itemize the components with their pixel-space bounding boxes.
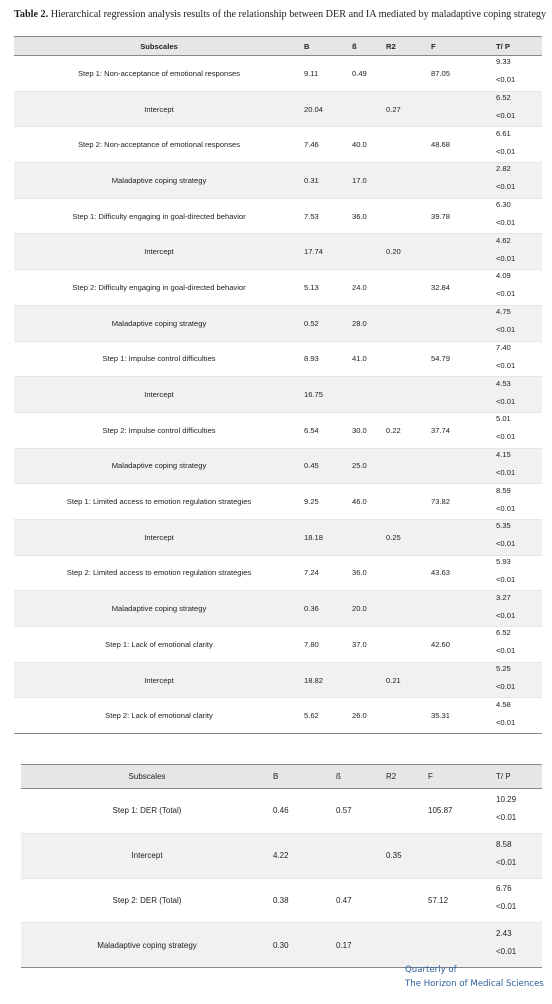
t-value: 4.15: [496, 449, 511, 459]
cell-f: 35.31: [431, 711, 451, 721]
p-value: <0.01: [496, 75, 516, 85]
cell-beta: 30.0: [352, 425, 367, 435]
cell-beta: [352, 662, 386, 698]
table-body: [14, 56, 542, 734]
cell-b: 5.13: [304, 282, 319, 292]
cell-t-p: [496, 627, 542, 663]
cell-f: [431, 519, 496, 555]
t-value: 2.82: [496, 164, 511, 174]
cell-t-p: [496, 56, 542, 92]
table-row: [14, 412, 542, 448]
table-row: [14, 698, 542, 734]
cell-r2: [386, 163, 431, 199]
t-value: 2.43: [496, 929, 512, 939]
cell-t-p: [496, 91, 542, 127]
cell-beta: 25.0: [352, 448, 386, 484]
cell-subscales: Intercept: [14, 377, 304, 413]
cell-r2: [386, 591, 431, 627]
t-value: 5.01: [496, 414, 511, 424]
cell-subscales: Step 2: Impulse control difficulties: [102, 425, 216, 435]
table-row: [14, 341, 542, 377]
cell-r2: [386, 270, 431, 306]
table-row: [14, 555, 542, 591]
cell-b: 20.04: [304, 91, 352, 127]
p-value: <0.01: [496, 682, 516, 692]
cell-t-p: [496, 591, 542, 627]
table-header: [21, 765, 542, 789]
journal-logo-line1: Quarterly of: [405, 965, 457, 975]
cell-subscales: Maladaptive coping strategy: [14, 305, 304, 341]
column-header-f: F: [431, 37, 496, 56]
cell-r2: [386, 127, 431, 163]
cell-subscales: Intercept: [14, 662, 304, 698]
t-value: 8.59: [496, 485, 511, 495]
p-value: <0.01: [496, 610, 516, 620]
p-value: <0.01: [496, 111, 516, 121]
cell-subscales: Step 1: DER (Total): [112, 806, 182, 816]
cell-t-p: [496, 484, 542, 520]
table-row: [14, 519, 542, 555]
cell-f: 48.68: [431, 140, 451, 150]
column-header-b: B: [273, 765, 336, 789]
table-caption-text: Hierarchical regression analysis results of the relationship between DER and IA mediated by maladaptive coping strategy: [48, 9, 547, 20]
p-value: <0.01: [496, 717, 516, 727]
cell-subscales: Maladaptive coping strategy: [14, 448, 304, 484]
cell-beta: [352, 234, 386, 270]
cell-b: 17.74: [304, 234, 352, 270]
cell-subscales: Step 1: Lack of emotional clarity: [105, 639, 213, 649]
t-value: 7.40: [496, 342, 511, 352]
cell-subscales: Step 2: Non-acceptance of emotional responses: [77, 140, 241, 150]
cell-subscales: Step 2: Difficulty engaging in goal-directed behavior: [72, 282, 246, 292]
cell-beta: [336, 833, 386, 878]
table-caption-label: Table 2.: [14, 9, 49, 20]
cell-f: [428, 833, 496, 878]
t-value: 6.52: [496, 93, 511, 103]
cell-f: 57.12: [428, 895, 449, 905]
cell-t-p: [496, 305, 542, 341]
cell-subscales: Step 2: Limited access to emotion regulation strategies: [66, 568, 252, 578]
cell-b: 0.30: [273, 923, 336, 968]
cell-b: 0.36: [304, 591, 352, 627]
cell-beta: 40.0: [352, 140, 367, 150]
cell-r2: [386, 448, 431, 484]
cell-b: 0.46: [273, 806, 289, 816]
cell-r2: 0.35: [386, 833, 428, 878]
cell-b: 6.54: [304, 425, 319, 435]
cell-f: [431, 234, 496, 270]
cell-r2: 0.27: [386, 91, 431, 127]
p-value: <0.01: [496, 182, 516, 192]
cell-beta: 36.0: [352, 568, 367, 578]
table-row: [14, 127, 542, 163]
p-value: <0.01: [496, 539, 516, 549]
cell-beta: 26.0: [352, 711, 367, 721]
t-value: 6.52: [496, 628, 511, 638]
t-value: 4.62: [496, 235, 511, 245]
p-value: <0.01: [496, 812, 517, 822]
journal-logo: [405, 963, 544, 991]
cell-subscales: Step 1: Difficulty engaging in goal-directed behavior: [72, 211, 246, 221]
cell-beta: 20.0: [352, 591, 386, 627]
table-row: [14, 377, 542, 413]
cell-r2: [386, 698, 431, 734]
cell-f: [431, 448, 496, 484]
t-value: 5.25: [496, 664, 511, 674]
column-header-r2: R2: [386, 765, 428, 789]
cell-b: 9.25: [304, 497, 319, 507]
cell-f: 87.05: [431, 68, 451, 78]
table-caption: [14, 8, 547, 22]
cell-t-p: [496, 127, 542, 163]
cell-beta: [352, 519, 386, 555]
p-value: <0.01: [496, 857, 517, 867]
cell-subscales: Step 1: Non-acceptance of emotional responses: [77, 68, 241, 78]
cell-t-p: [496, 270, 542, 306]
cell-r2: [386, 923, 428, 968]
cell-subscales: Step 1: Limited access to emotion regulation strategies: [66, 497, 252, 507]
cell-b: 7.80: [304, 639, 319, 649]
cell-t-p: [496, 234, 542, 270]
regression-table-total: [21, 764, 542, 968]
cell-r2: 0.22: [386, 425, 401, 435]
p-value: <0.01: [496, 574, 516, 584]
cell-r2: 0.20: [386, 234, 431, 270]
p-value: <0.01: [496, 467, 516, 477]
cell-t-p: [496, 412, 542, 448]
cell-f: [431, 163, 496, 199]
table-row: [14, 163, 542, 199]
t-value: 5.35: [496, 521, 511, 531]
cell-b: 0.38: [273, 895, 289, 905]
cell-b: 7.46: [304, 140, 319, 150]
cell-subscales: Step 2: Lack of emotional clarity: [105, 711, 213, 721]
cell-t-p: [496, 923, 542, 968]
table-row: [14, 56, 542, 92]
cell-b: 0.45: [304, 448, 352, 484]
cell-f: 42.60: [431, 639, 451, 649]
t-value: 4.75: [496, 307, 511, 317]
journal-logo-line2: The Horizon of Medical Sciences: [405, 979, 544, 989]
cell-subscales: Intercept: [14, 91, 304, 127]
cell-r2: 0.25: [386, 519, 431, 555]
cell-beta: [352, 91, 386, 127]
cell-beta: 28.0: [352, 305, 386, 341]
cell-f: [431, 377, 496, 413]
cell-b: 18.18: [304, 519, 352, 555]
cell-beta: 0.49: [352, 68, 367, 78]
cell-r2: 0.21: [386, 662, 431, 698]
cell-r2: [386, 56, 431, 92]
cell-t-p: [496, 662, 542, 698]
t-value: 9.33: [496, 57, 511, 67]
cell-subscales: Maladaptive coping strategy: [14, 163, 304, 199]
table-row: [21, 789, 542, 834]
cell-b: 16.75: [304, 377, 352, 413]
cell-b: 7.24: [304, 568, 319, 578]
p-value: <0.01: [496, 432, 516, 442]
cell-f: [431, 591, 496, 627]
cell-beta: 0.47: [336, 895, 352, 905]
cell-r2: [386, 878, 428, 923]
cell-beta: 0.57: [336, 806, 352, 816]
column-header-t-p: T/ P: [496, 37, 542, 56]
cell-f: 54.79: [431, 354, 451, 364]
cell-subscales: Step 2: DER (Total): [112, 895, 182, 905]
cell-f: 37.74: [431, 425, 451, 435]
table-row: [14, 448, 542, 484]
cell-t-p: [496, 377, 542, 413]
t-value: 3.27: [496, 592, 511, 602]
cell-f: 32.84: [431, 282, 451, 292]
cell-b: 0.31: [304, 163, 352, 199]
cell-beta: 24.0: [352, 282, 367, 292]
regression-table-subscales: [14, 36, 542, 734]
cell-b: 18.82: [304, 662, 352, 698]
t-value: 4.09: [496, 271, 511, 281]
table-row: [21, 923, 542, 968]
cell-f: 73.82: [431, 497, 451, 507]
cell-beta: 36.0: [352, 211, 367, 221]
cell-r2: [386, 789, 428, 834]
cell-b: 0.52: [304, 305, 352, 341]
cell-subscales: Maladaptive coping strategy: [21, 923, 273, 968]
table-row: [14, 305, 542, 341]
t-value: 10.29: [496, 794, 517, 804]
p-value: <0.01: [496, 646, 516, 656]
table-row: [14, 484, 542, 520]
cell-t-p: [496, 519, 542, 555]
t-value: 4.58: [496, 699, 511, 709]
p-value: <0.01: [496, 218, 516, 228]
cell-b: 4.22: [273, 833, 336, 878]
cell-subscales: Intercept: [14, 519, 304, 555]
cell-b: 7.53: [304, 211, 319, 221]
p-value: <0.01: [496, 253, 516, 263]
column-header-beta: ß: [352, 37, 386, 56]
cell-f: [431, 305, 496, 341]
t-value: 6.30: [496, 200, 511, 210]
t-value: 6.61: [496, 128, 511, 138]
cell-f: 39.78: [431, 211, 451, 221]
cell-f: [431, 662, 496, 698]
column-header-b: B: [304, 37, 352, 56]
cell-beta: 0.17: [336, 923, 386, 968]
table-row: [14, 662, 542, 698]
column-header-subscales: Subscales: [21, 765, 273, 789]
cell-b: 9.11: [304, 68, 319, 78]
column-header-t-p: T/ P: [496, 765, 542, 789]
p-value: <0.01: [496, 503, 516, 513]
cell-b: 5.62: [304, 711, 319, 721]
cell-beta: 37.0: [352, 639, 367, 649]
p-value: <0.01: [496, 146, 516, 156]
p-value: <0.01: [496, 360, 516, 370]
table-row: [21, 878, 542, 923]
cell-r2: [386, 484, 431, 520]
table-row: [14, 198, 542, 234]
cell-r2: [386, 305, 431, 341]
cell-b: 8.93: [304, 354, 319, 364]
column-header-subscales: Subscales: [14, 37, 304, 56]
column-header-f: F: [428, 765, 496, 789]
cell-f: 43.63: [431, 568, 451, 578]
cell-subscales: Intercept: [21, 833, 273, 878]
p-value: <0.01: [496, 325, 516, 335]
t-value: 6.76: [496, 884, 512, 894]
cell-subscales: Intercept: [14, 234, 304, 270]
table-header: [14, 37, 542, 56]
cell-beta: 17.0: [352, 163, 386, 199]
table-body: [21, 789, 542, 968]
cell-f: 105.87: [428, 806, 453, 816]
cell-t-p: [496, 789, 542, 834]
column-header-beta: ß: [336, 765, 386, 789]
cell-r2: [386, 555, 431, 591]
cell-subscales: Step 1: Impulse control difficulties: [102, 354, 216, 364]
cell-f: [428, 923, 496, 968]
cell-beta: [352, 377, 386, 413]
table-row: [14, 234, 542, 270]
cell-t-p: [496, 448, 542, 484]
cell-t-p: [496, 163, 542, 199]
cell-t-p: [496, 833, 542, 878]
cell-t-p: [496, 878, 542, 923]
p-value: <0.01: [496, 289, 516, 299]
table-row: [14, 91, 542, 127]
cell-t-p: [496, 698, 542, 734]
cell-beta: 46.0: [352, 497, 367, 507]
cell-r2: [386, 377, 431, 413]
table-row: [14, 591, 542, 627]
p-value: <0.01: [496, 396, 516, 406]
cell-t-p: [496, 341, 542, 377]
cell-beta: 41.0: [352, 354, 367, 364]
cell-t-p: [496, 198, 542, 234]
t-value: 8.58: [496, 839, 512, 849]
cell-t-p: [496, 555, 542, 591]
t-value: 4.53: [496, 378, 511, 388]
t-value: 5.93: [496, 556, 511, 566]
cell-r2: [386, 341, 431, 377]
table-row: [21, 833, 542, 878]
cell-r2: [386, 198, 431, 234]
table-row: [14, 627, 542, 663]
cell-subscales: Maladaptive coping strategy: [14, 591, 304, 627]
cell-f: [431, 91, 496, 127]
p-value: <0.01: [496, 947, 517, 957]
table-row: [14, 270, 542, 306]
p-value: <0.01: [496, 902, 517, 912]
cell-r2: [386, 627, 431, 663]
column-header-r2: R2: [386, 37, 431, 56]
